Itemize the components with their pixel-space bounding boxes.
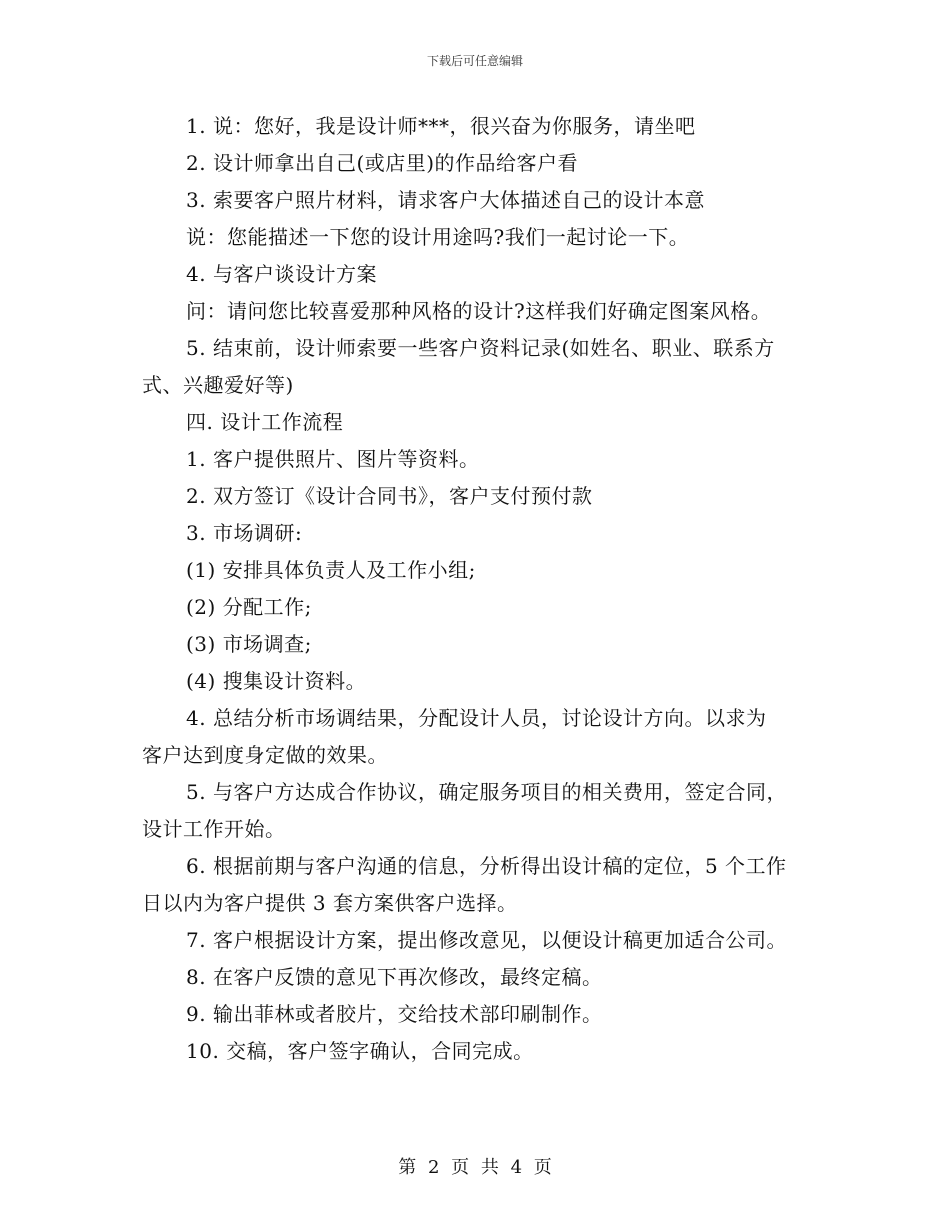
- text-line: 9. 输出菲林或者胶片，交给技术部印刷制作。: [186, 1002, 603, 1026]
- text-line: 2. 设计师拿出自己(或店里)的作品给客户看: [186, 151, 579, 175]
- text-line: 5. 结束前，设计师索要一些客户资料记录(如姓名、职业、联系方: [186, 336, 775, 360]
- text-line: 3. 市场调研:: [186, 521, 303, 545]
- document-body: [142, 108, 812, 1070]
- text-line: 8. 在客户反馈的意见下再次修改，最终定稿。: [186, 965, 603, 989]
- text-line: 10. 交稿，客户签字确认，合同完成。: [186, 1039, 534, 1063]
- text-line: 3. 索要客户照片材料，请求客户大体描述自己的设计本意: [186, 188, 705, 212]
- text-line: (3) 市场调查;: [186, 632, 312, 656]
- text-line: 客户达到度身定做的效果。: [142, 743, 388, 767]
- text-line: 四. 设计工作流程: [186, 410, 344, 434]
- page-header: 下载后可任意编辑: [426, 54, 523, 68]
- text-line: 4. 与客户谈设计方案: [186, 262, 377, 286]
- text-line: 说：您能描述一下您的设计用途吗?我们一起讨论一下。: [186, 225, 690, 249]
- text-line: (1) 安排具体负责人及工作小组;: [186, 558, 476, 582]
- text-line: 式、兴趣爱好等): [142, 373, 294, 397]
- text-line: 2. 双方签订《设计合同书》，客户支付预付款: [186, 484, 593, 508]
- text-line: 1. 说：您好，我是设计师***，很兴奋为你服务，请坐吧: [186, 114, 696, 138]
- text-line: 4. 总结分析市场调结果，分配设计人员，讨论设计方向。以求为: [186, 706, 767, 730]
- text-line: (4) 搜集设计资料。: [186, 669, 367, 693]
- text-line: 6. 根据前期与客户沟通的信息，分析得出设计稿的定位，5 个工作: [186, 854, 787, 878]
- text-line: (2) 分配工作;: [186, 595, 312, 619]
- text-line: 5. 与客户方达成合作协议，确定服务项目的相关费用，签定合同，: [186, 780, 787, 804]
- text-line: 1. 客户提供照片、图片等资料。: [186, 447, 480, 471]
- text-line: 7. 客户根据设计方案，提出修改意见，以便设计稿更加适合公司。: [186, 928, 787, 952]
- page-number: 第 2 页 共 4 页: [398, 1157, 552, 1178]
- text-line: 日以内为客户提供 3 套方案供客户选择。: [142, 891, 518, 915]
- text-line: 设计工作开始。: [142, 817, 286, 841]
- text-line: 问：请问您比较喜爱那种风格的设计?这样我们好确定图案风格。: [186, 299, 772, 323]
